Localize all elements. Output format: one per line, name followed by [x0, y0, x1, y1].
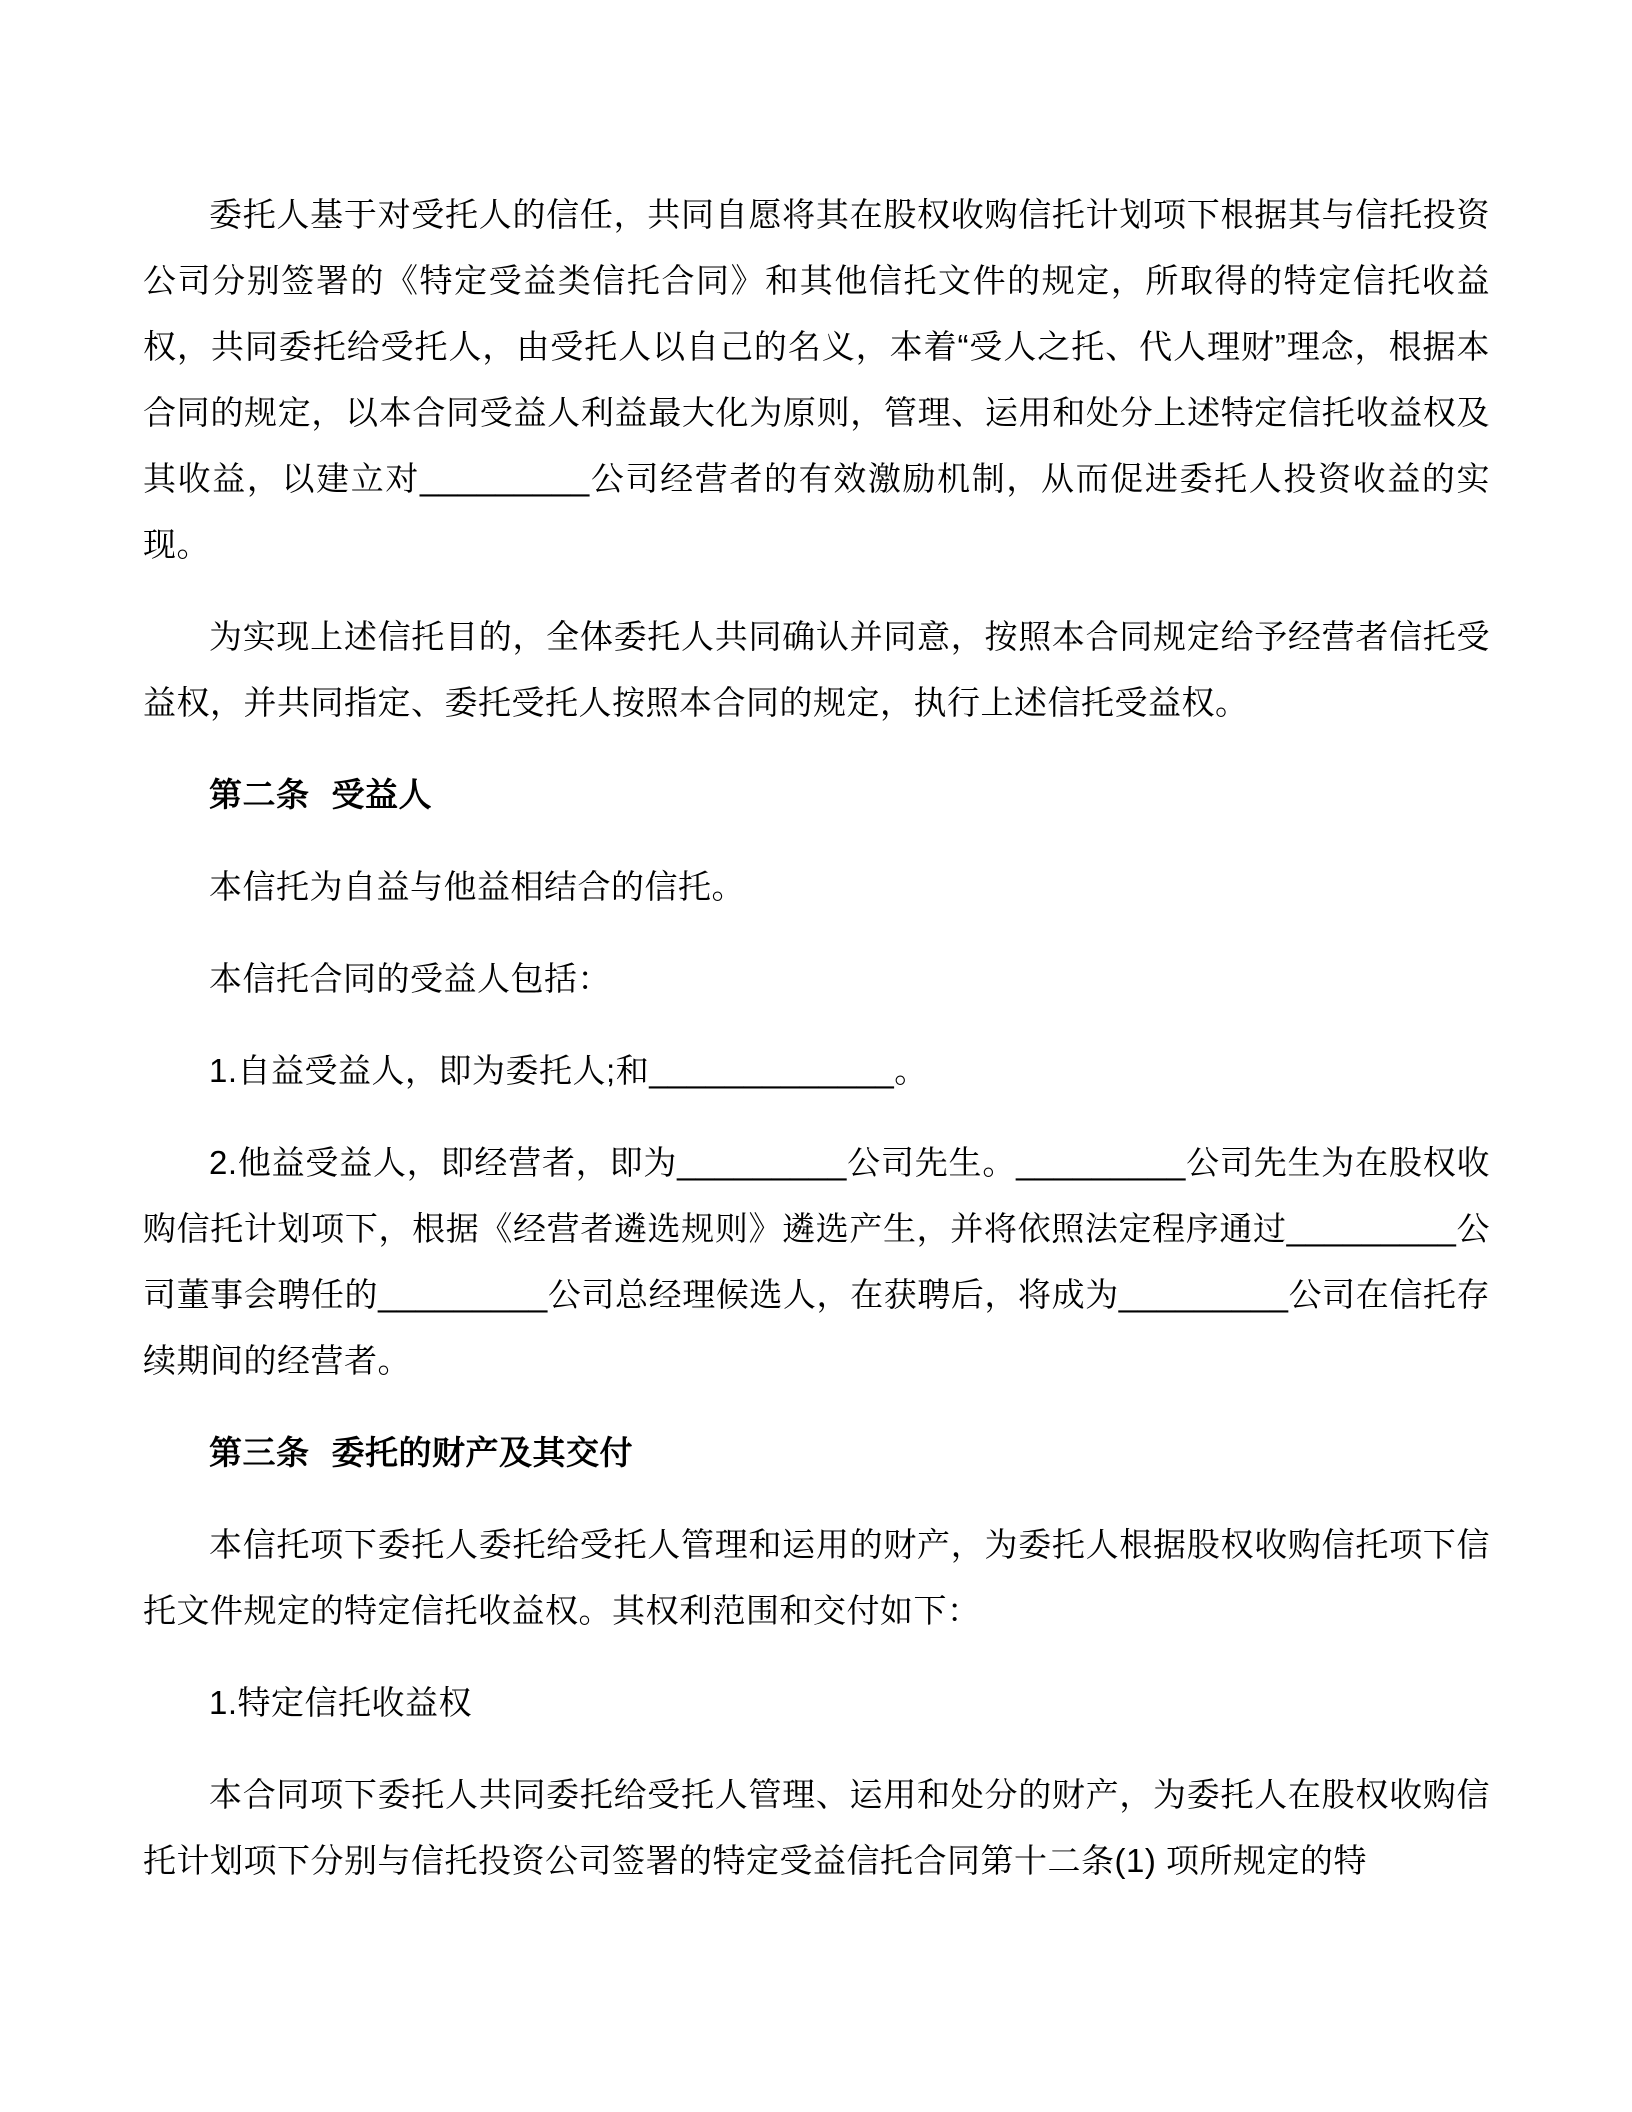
paragraph-property-definition: 本合同项下委托人共同委托给受托人管理、运用和处分的财产，为委托人在股权收购信托计划项下分别与信托投资公司签署的特定受益信托合同第十二条(1) 项所规定的特 [143, 1776, 1490, 1879]
article-3-number: 第三条 [209, 1434, 310, 1471]
paragraph-self-beneficiary: 1.自益受益人，即为委托人;和_____________。 [209, 1052, 928, 1089]
paragraph-trust-type: 本信托为自益与他益相结合的信托。 [209, 868, 745, 905]
heading-article-2 [143, 762, 1490, 828]
paragraph-trust-confirmation: 为实现上述信托目的，全体委托人共同确认并同意，按照本合同规定给予经营者信托受益权，并共同指定、委托受托人按照本合同的规定，执行上述信托受益权。 [143, 618, 1490, 721]
paragraph-specific-trust-right: 1.特定信托收益权 [209, 1684, 473, 1721]
paragraph-entrusted-property: 本信托项下委托人委托给受托人管理和运用的财产，为委托人根据股权收购信托项下信托文件规定的特定信托收益权。其权利范围和交付如下： [143, 1526, 1490, 1629]
article-2-number: 第二条 [209, 776, 310, 813]
heading-article-3 [143, 1420, 1490, 1486]
paragraph-beneficiaries-intro: 本信托合同的受益人包括： [209, 960, 611, 997]
paragraph-other-beneficiary: 2.他益受益人，即经营者，即为_________公司先生。_________公司先生为在股权收购信托计划项下，根据《经营者遴选规则》遴选产生，并将依照法定程序通过_________公司董事会聘任的_________公司总经理候选人，在获聘后，将成为_________公司在信托存续期间的经营者。 [143, 1144, 1490, 1379]
article-3-title: 委托的财产及其交付 [331, 1434, 633, 1471]
article-2-title: 受益人 [331, 776, 432, 813]
paragraph-trust-purpose: 委托人基于对受托人的信任，共同自愿将其在股权收购信托计划项下根据其与信托投资公司分别签署的《特定受益类信托合同》和其他信托文件的规定，所取得的特定信托收益权，共同委托给受托人，由受托人以自己的名义，本着“受人之托、代人理财”理念，根据本合同的规定，以本合同受益人利益最大化为原则，管理、运用和处分上述特定信托收益权及其收益，以建立对_________公司经营者的有效激励机制，从而促进委托人投资收益的实现。 [143, 196, 1490, 563]
